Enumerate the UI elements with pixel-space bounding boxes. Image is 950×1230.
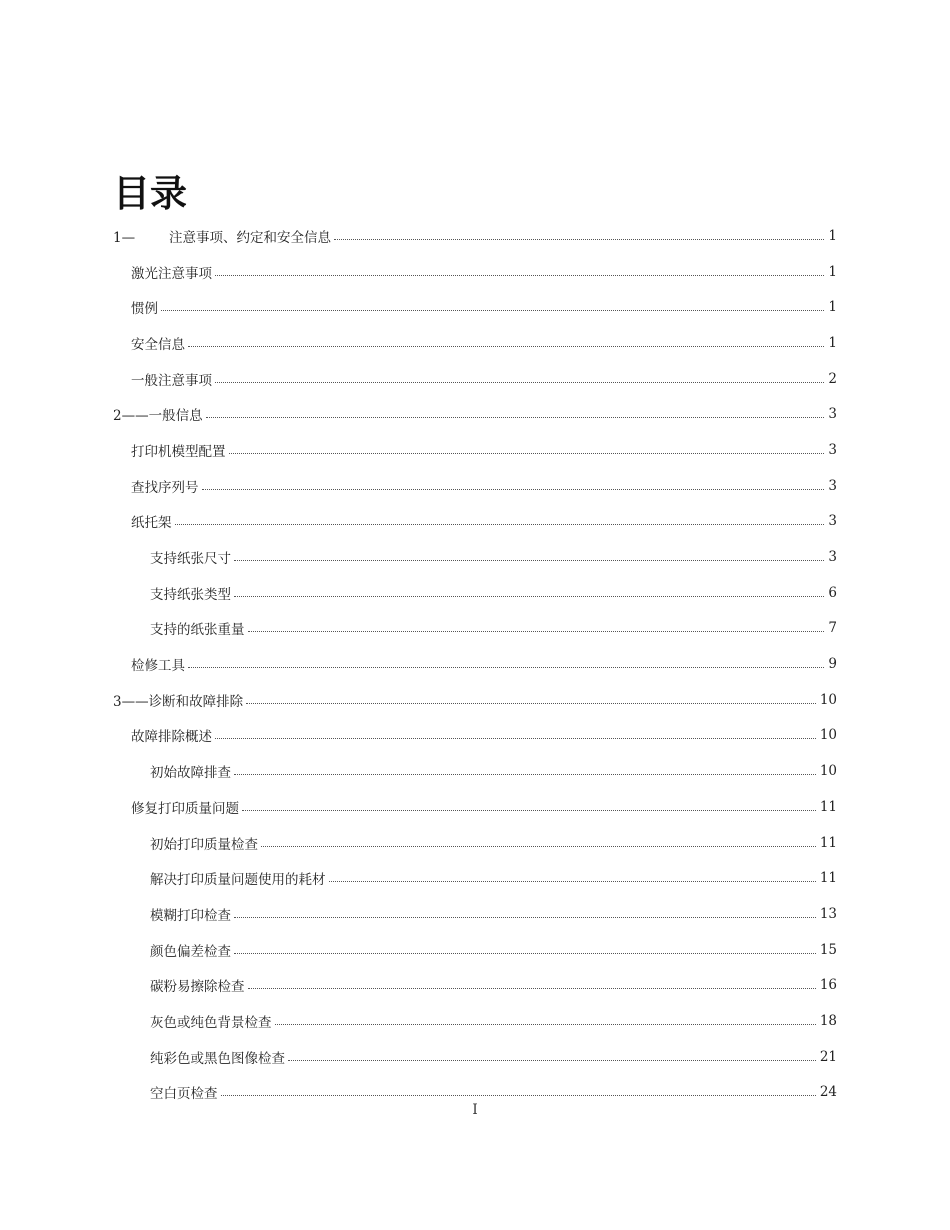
toc-dot-leader [202, 489, 825, 490]
toc-page-number: 10 [819, 763, 837, 780]
toc-entry-label [150, 975, 248, 995]
toc-entry[interactable] [0, 432, 950, 468]
toc-entry-label [131, 440, 229, 460]
toc-entry-label [131, 654, 188, 674]
toc-page-number: 11 [819, 870, 837, 887]
toc-entry-text: 安全信息 [131, 336, 185, 353]
toc-entry[interactable] [0, 896, 950, 932]
toc-page-number: 1 [828, 334, 837, 351]
toc-entry[interactable] [0, 611, 950, 647]
toc-dot-leader [175, 524, 825, 525]
toc-dot-leader [215, 738, 816, 739]
toc-dot-leader [215, 275, 824, 276]
toc-dot-leader [161, 310, 824, 311]
toc-entry-text: 纯彩色或黑色图像检查 [150, 1050, 285, 1067]
toc-entry-text: 诊断和故障排除 [148, 693, 244, 710]
toc-dot-leader [234, 917, 816, 918]
toc-entry[interactable] [0, 646, 950, 682]
toc-chapter-number: 1— [113, 229, 136, 246]
toc-dot-leader [234, 774, 816, 775]
toc-page-number: 18 [819, 1012, 837, 1029]
toc-page-number: 16 [819, 977, 837, 994]
toc-dot-leader [221, 1095, 816, 1096]
toc-entry[interactable] [0, 504, 950, 540]
toc-entry-label [131, 333, 188, 353]
toc-page-number: 2 [828, 370, 837, 387]
toc-entry-text: 检修工具 [131, 658, 185, 675]
toc-entry-label [150, 1011, 275, 1031]
toc-entry-text: 一般注意事项 [131, 372, 212, 389]
toc-dot-leader [261, 846, 816, 847]
toc-entry[interactable] [0, 218, 950, 254]
toc-entry-label [131, 297, 161, 317]
toc-entry[interactable] [0, 932, 950, 968]
toc-page-number: 1 [828, 227, 837, 244]
toc-entry-text: 一般信息 [148, 408, 203, 425]
toc-entry-text: 初始故障排查 [150, 765, 231, 782]
toc-entry[interactable] [0, 1003, 950, 1039]
toc-entry[interactable] [0, 396, 950, 432]
toc-entry-label [131, 369, 215, 389]
toc-entry-label [131, 511, 175, 531]
toc-dot-leader [234, 953, 816, 954]
toc-entry-text: 惯例 [131, 301, 158, 318]
toc-entry-label [113, 690, 246, 710]
toc-entry[interactable] [0, 539, 950, 575]
toc-dot-leader [288, 1060, 816, 1061]
toc-dot-leader [329, 881, 816, 882]
toc-dot-leader [206, 417, 825, 418]
toc-page-number: 11 [819, 798, 837, 815]
toc-entry-label [113, 404, 206, 424]
toc-page-number: 1 [828, 263, 837, 280]
toc-dot-leader [242, 810, 816, 811]
toc-entry-text: 空白页检查 [150, 1086, 218, 1103]
toc-entry[interactable] [0, 789, 950, 825]
toc-entry-text: 模糊打印检查 [150, 907, 231, 924]
toc-dot-leader [246, 703, 816, 704]
toc-page-number: 9 [828, 656, 837, 673]
toc-entry-text: 修复打印质量问题 [131, 800, 239, 817]
toc-page-number: 3 [828, 513, 837, 530]
toc-page-number: 6 [828, 584, 837, 601]
toc-entry[interactable] [0, 860, 950, 896]
page-number: I [472, 1102, 478, 1118]
toc-entry-label [150, 833, 261, 853]
toc-entry[interactable] [0, 468, 950, 504]
toc-page-number: 1 [828, 299, 837, 316]
toc-entry-label [131, 476, 202, 496]
toc-entry-label [150, 868, 329, 888]
toc-entry-text: 灰色或纯色背景检查 [150, 1014, 272, 1031]
toc-dot-leader [215, 382, 824, 383]
toc-dot-leader [234, 560, 824, 561]
toc-entry[interactable] [0, 1039, 950, 1075]
toc-page-number: 21 [819, 1048, 837, 1065]
toc-page-number: 13 [819, 905, 837, 922]
toc-dot-leader [334, 239, 824, 240]
toc-entry-text: 故障排除概述 [131, 729, 212, 746]
toc-entry-text: 激光注意事项 [131, 265, 212, 282]
toc-page-number: 3 [828, 441, 837, 458]
toc-entry[interactable] [0, 254, 950, 290]
toc-entry-label [150, 547, 234, 567]
toc-dot-leader [248, 988, 816, 989]
toc-entry-text: 支持纸张类型 [150, 586, 231, 603]
toc-entry-label [150, 1047, 288, 1067]
toc-page-number: 10 [819, 727, 837, 744]
toc-entry-text: 支持纸张尺寸 [150, 551, 231, 568]
toc-entry-text: 碳粉易擦除检查 [150, 979, 245, 996]
toc-entry-label [150, 583, 234, 603]
toc-page-number: 15 [819, 941, 837, 958]
toc-entry-label [131, 797, 242, 817]
toc-entry[interactable] [0, 825, 950, 861]
toc-entry-label [150, 618, 248, 638]
toc-chapter-number: 2—— [113, 408, 149, 425]
toc-entry[interactable] [0, 682, 950, 718]
table-of-contents [0, 218, 950, 1110]
toc-entry-text: 注意事项、约定和安全信息 [169, 229, 331, 246]
toc-dot-leader [234, 596, 824, 597]
toc-entry[interactable] [0, 361, 950, 397]
toc-entry-text: 解决打印质量问题使用的耗材 [150, 872, 326, 889]
toc-page-number: 3 [828, 477, 837, 494]
toc-entry-text: 初始打印质量检查 [150, 836, 258, 853]
toc-entry[interactable] [0, 718, 950, 754]
toc-entry-label [150, 1082, 221, 1102]
toc-entry[interactable] [0, 289, 950, 325]
toc-entry[interactable] [0, 325, 950, 361]
toc-page-number: 7 [828, 620, 837, 637]
toc-entry-text: 纸托架 [131, 515, 172, 532]
toc-page-number: 3 [828, 549, 837, 566]
page-title: 目录 [113, 172, 187, 215]
toc-page-number: 10 [819, 691, 837, 708]
toc-chapter-number: 3—— [113, 693, 149, 710]
toc-entry-label [131, 262, 215, 282]
toc-entry[interactable] [0, 753, 950, 789]
toc-entry[interactable] [0, 575, 950, 611]
toc-dot-leader [188, 667, 824, 668]
toc-entry-label [150, 904, 234, 924]
toc-dot-leader [248, 631, 825, 632]
toc-entry-label [131, 725, 215, 745]
toc-entry-text: 颜色偏差检查 [150, 943, 231, 960]
toc-entry-text: 打印机模型配置 [131, 443, 226, 460]
toc-entry-text: 查找序列号 [131, 479, 199, 496]
toc-page-number: 11 [819, 834, 837, 851]
toc-dot-leader [229, 453, 825, 454]
toc-entry-label [113, 226, 334, 246]
toc-entry-text: 支持的纸张重量 [150, 622, 245, 639]
toc-dot-leader [188, 346, 824, 347]
toc-entry-label [150, 940, 234, 960]
toc-entry[interactable] [0, 967, 950, 1003]
toc-page-number: 3 [828, 406, 837, 423]
toc-entry-label [150, 761, 234, 781]
toc-dot-leader [275, 1024, 816, 1025]
toc-page-number: 24 [819, 1084, 837, 1101]
